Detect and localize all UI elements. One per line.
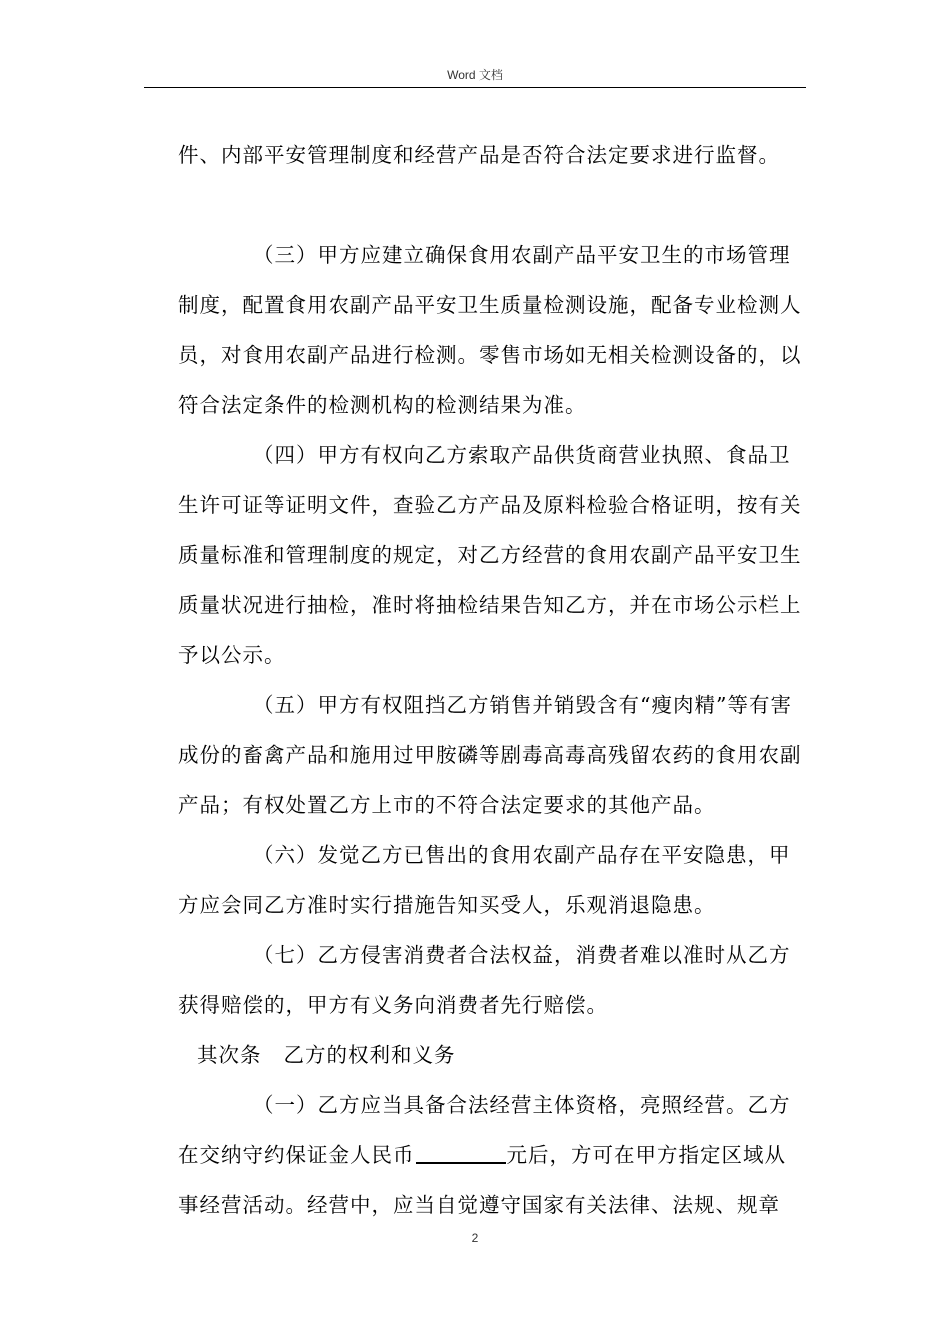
document-body [178,130,804,1230]
section-number: 其次条 [197,1043,262,1067]
paragraph-item-1-part-b: 元后，方可在甲方指定区域从事经营活动。经营中，应当自觉遵守国家有关法律、法规、规章 [178,1143,786,1217]
paragraph-item-1-part-a: （一）乙方应当具备合法经营主体资格，亮照经营。乙方在交纳守约保证金人民币 [178,1093,791,1167]
paragraph-gap [178,180,804,230]
paragraph-item-6: （六）发觉乙方已售出的食用农副产品存在平安隐患，甲方应会同乙方准时实行措施告知买受人，乐观消退隐患。 [178,843,791,917]
fill-in-blank [416,1142,506,1165]
section-heading [175,1030,804,1080]
paragraph-item-1 [178,1080,804,1230]
page-header: Word 文档 [447,68,503,82]
paragraph-item-4: （四）甲方有权向乙方索取产品供货商营业执照、食品卫生许可证等证明文件，查验乙方产品及原料检验合格证明，按有关质量标准和管理制度的规定，对乙方经营的食用农副产品平安卫生质量状况进行抽检，准时将抽检结果告知乙方，并在市场公示栏上予以公示。 [178,443,802,667]
paragraph-item-3: （三）甲方应建立确保食用农副产品平安卫生的市场管理制度，配置食用农副产品平安卫生质量检测设施，配备专业检测人员，对食用农副产品进行检测。零售市场如无相关检测设备的，以符合法定条件的检测机构的检测结果为准。 [178,243,802,417]
page-number: 2 [471,1231,479,1245]
paragraph-continuation: 件、内部平安管理制度和经营产品是否符合法定要求进行监督。 [178,143,780,167]
paragraph-item-7: （七）乙方侵害消费者合法权益，消费者难以准时从乙方获得赔偿的，甲方有义务向消费者先行赔偿。 [178,943,791,1017]
header-divider [144,87,806,88]
section-title: 乙方的权利和义务 [283,1043,456,1067]
paragraph-item-5: （五）甲方有权阻挡乙方销售并销毁含有“瘦肉精”等有害成份的畜禽产品和施用过甲胺磷等剧毒高毒高残留农药的食用农副产品；有权处置乙方上市的不符合法定要求的其他产品。 [178,693,802,817]
